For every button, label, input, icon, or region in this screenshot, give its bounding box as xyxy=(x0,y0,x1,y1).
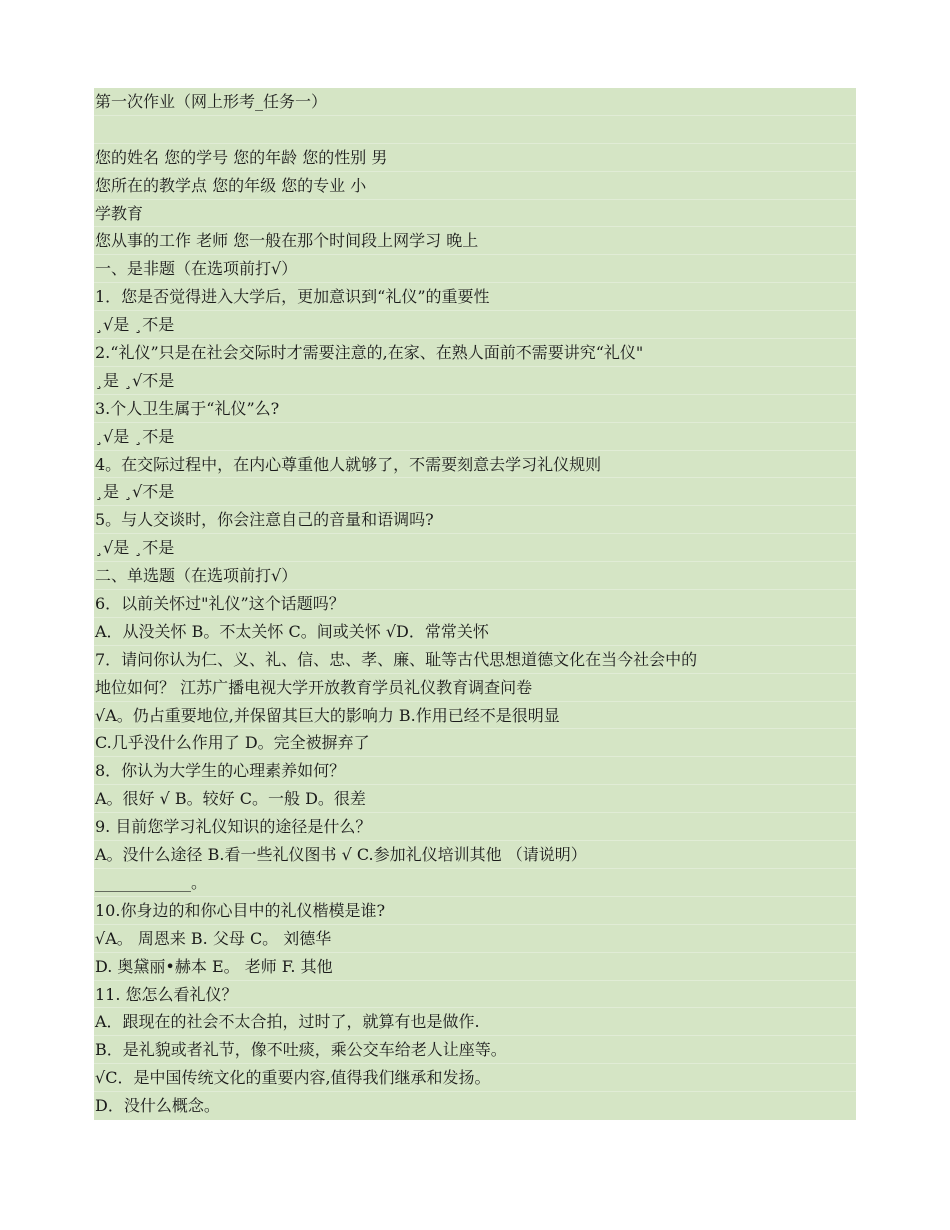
text-line: D．没什么概念。 xyxy=(95,1096,220,1116)
text-line: ____________。 xyxy=(94,869,856,897)
text-line xyxy=(94,116,856,144)
text-line: 2.“礼仪”只是在社会交际时才需要注意的,在家、在熟人面前不需要讲究“礼仪" xyxy=(94,339,856,367)
text-line: A．从没关怀 B。不太关怀 C。间或关怀 √D．常常关怀 xyxy=(94,618,856,646)
text-line: ¸√是 ¸不是 xyxy=(94,534,856,562)
text-line: 6．以前关怀过"礼仪”这个话题吗？ xyxy=(94,590,856,618)
text-line: A。没什么途径 B.看一些礼仪图书 √ C.参加礼仪培训其他 （请说明） xyxy=(94,841,856,869)
text-line: 8．你认为大学生的心理素养如何？ xyxy=(94,757,856,785)
document-content xyxy=(94,88,856,1120)
text-line: √C．是中国传统文化的重要内容,值得我们继承和发扬。 xyxy=(94,1064,856,1092)
text-line: 10.你身边的和你心目中的礼仪楷模是谁? xyxy=(94,897,856,925)
text-line: 二、单选题（在选项前打√） xyxy=(94,562,856,590)
text-line: 您的姓名 您的学号 您的年龄 您的性别 男 xyxy=(94,144,856,172)
text-line: ¸√是 ¸不是 xyxy=(94,311,856,339)
text-line: 9. 目前您学习礼仪知识的途径是什么？ xyxy=(94,813,856,841)
text-line: ¸是 ¸√不是 xyxy=(94,478,856,506)
text-line: 一、是非题（在选项前打√） xyxy=(94,255,856,283)
text-line: ¸√是 ¸不是 xyxy=(94,423,856,451)
text-line: 5。与人交谈时，你会注意自己的音量和语调吗? xyxy=(94,506,856,534)
text-line: 1．您是否觉得进入大学后，更加意识到“礼仪”的重要性 xyxy=(94,283,856,311)
text-line: 第一次作业（网上形考_任务一） xyxy=(94,88,856,116)
text-line: D. 奥黛丽•赫本 E。 老师 F. 其他 xyxy=(94,953,856,981)
text-line: ¸是 ¸√不是 xyxy=(94,367,856,395)
text-line: 您从事的工作 老师 您一般在那个时间段上网学习 晚上 xyxy=(94,227,856,255)
text-line: A。很好 √ B。较好 C。一般 D。很差 xyxy=(94,785,856,813)
text-line: 4。在交际过程中，在内心尊重他人就够了，不需要刻意去学习礼仪规则 xyxy=(94,451,856,479)
text-line: √A。 周恩来 B. 父母 C。 刘德华 xyxy=(94,925,856,953)
text-line: 您所在的教学点 您的年级 您的专业 小 xyxy=(94,172,856,200)
text-line: C.几乎没什么作用了 D。完全被摒弃了 xyxy=(94,729,856,757)
text-line: 7．请问你认为仁、义、礼、信、忠、孝、廉、耻等古代思想道德文化在当今社会中的 xyxy=(94,646,856,674)
text-line: B．是礼貌或者礼节，像不吐痰，乘公交车给老人让座等。 xyxy=(94,1036,856,1064)
text-line: A．跟现在的社会不太合拍，过时了，就算有也是做作. xyxy=(94,1008,856,1036)
text-line: 3.个人卫生属于“礼仪”么? xyxy=(94,395,856,423)
text-line: √A。仍占重要地位,并保留其巨大的影响力 B.作用已经不是很明显 xyxy=(94,702,856,730)
text-line: 学教育 xyxy=(94,200,856,228)
text-line: 地位如何？ 江苏广播电视大学开放教育学员礼仪教育调查问卷 xyxy=(94,674,856,702)
text-line: 11. 您怎么看礼仪？ xyxy=(94,981,856,1009)
